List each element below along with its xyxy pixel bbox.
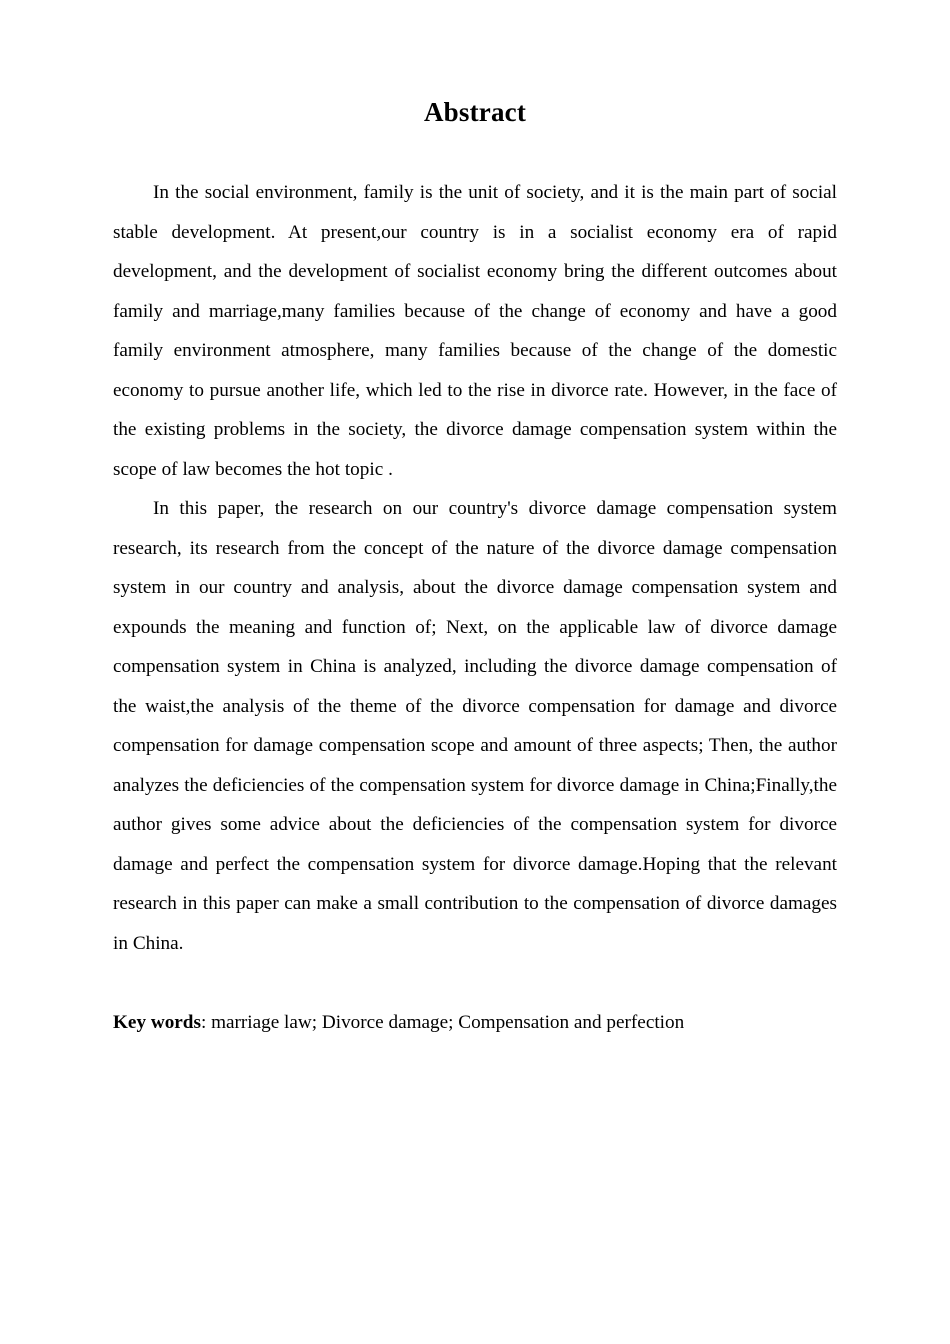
keywords-value: marriage law; Divorce damage; Compensation and perfection (211, 1011, 685, 1033)
keywords-label: Key words (113, 1011, 201, 1033)
abstract-paragraph-1: In the social environment, family is the unit of society, and it is the main part of social stable development. At present,our country is in a socialist economy era of rapid development, and the development of socialist economy bring the different outcomes about family and marriage,many families because of the change of economy and have a good family environment atmosphere, many families because of the change of the domestic economy to pursue another life, which led to the rise in divorce rate. However, in the face of the existing problems in the society, the divorce damage compensation system within the scope of law becomes the hot topic . (113, 182, 837, 480)
abstract-paragraph-2: In this paper, the research on our country's divorce damage compensation system research, its research from the concept of the nature of the divorce damage compensation system in our country and analysis, about the divorce damage compensation system and expounds the meaning and function of; Next, on the applicable law of divorce damage compensation system in China is analyzed, including the divorce damage compensation of the waist,the analysis of the theme of the divorce compensation for damage and divorce compensation for damage compensation scope and amount of three aspects; Then, the author analyzes the deficiencies of the compensation system for divorce damage in China;Finally,the author gives some advice about the deficiencies of the compensation system for divorce damage and perfect the compensation system for divorce damage.Hoping that the relevant research in this paper can make a small contribution to the compensation of divorce damages in China. (113, 498, 837, 954)
page-title: Abstract (423, 97, 527, 127)
keywords-line (113, 1003, 837, 1043)
abstract-body (113, 173, 837, 963)
document-content (113, 0, 837, 1042)
keywords-separator: : (200, 1011, 212, 1033)
